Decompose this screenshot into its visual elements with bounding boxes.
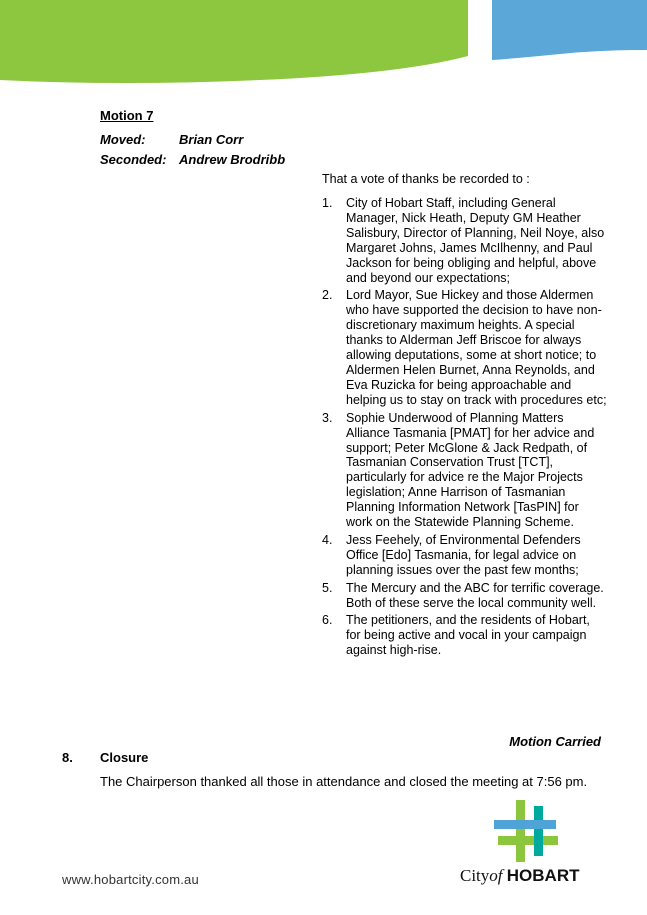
seconded-label: Seconded: xyxy=(100,152,167,167)
item-text: The Mercury and the ABC for terrific coverage. Both of these serve the local community well. xyxy=(346,580,604,610)
list-item xyxy=(322,411,607,530)
thanks-list xyxy=(322,196,607,661)
item-number: 5. xyxy=(322,580,333,595)
item-text: City of Hobart Staff, including General Manager, Nick Heath, Deputy GM Heather Salisbury, Director of Planning, Neil Noye, also Margaret Johns, James McIlhenny, and Paul Jackson for being obliging and helpful, above and beyond our expectations; xyxy=(346,196,605,285)
moved-name: Brian Corr xyxy=(179,132,244,147)
item-text: Lord Mayor, Sue Hickey and those Aldermen who have supported the decision to have non-discretionary maximum heights. A special thanks to Alderman Jeff Briscoe for always allowing deputations, some at short notice; to Aldermen Helen Burnet, Anna Reynolds, and Eva Ruzicka for being approachable and helping us to stay on track with procedures etc; xyxy=(346,288,607,407)
list-item xyxy=(322,581,607,611)
list-item xyxy=(322,288,607,407)
item-text: The petitioners, and the residents of Hobart, for being active and vocal in your campaign against high-rise. xyxy=(346,613,590,658)
item-text: Sophie Underwood of Planning Matters Alliance Tasmania [PMAT] for her advice and support; Peter McGlone & Jack Redpath, of Tasmanian Conservation Trust [TCT], particularly for advice re the Major Projects legislation; Anne Harrison of Tasmanian Planning Information Network [TasPIN] for work on the Statewide Planning Scheme. xyxy=(346,410,595,530)
logo-of: of xyxy=(489,866,503,885)
list-item xyxy=(322,533,607,578)
section-number: 8. xyxy=(62,750,73,765)
footer-url[interactable]: www.hobartcity.com.au xyxy=(62,872,199,887)
section-title: Closure xyxy=(100,750,149,765)
seconded-row xyxy=(100,152,285,167)
motion-intro: That a vote of thanks be recorded to : xyxy=(322,172,530,186)
motion-heading: Motion 7 xyxy=(100,108,154,123)
city-logo-wordmark xyxy=(460,866,580,886)
header-blue-wave xyxy=(492,0,647,60)
city-logo-icon xyxy=(490,800,560,862)
moved-label: Moved: xyxy=(100,132,146,147)
seconded-name: Andrew Brodribb xyxy=(179,152,286,167)
logo-hobart: HOBART xyxy=(506,866,580,885)
item-number: 6. xyxy=(322,613,333,628)
closure-text: The Chairperson thanked all those in attendance and closed the meeting at 7:56 pm. xyxy=(100,774,588,789)
header-banner xyxy=(0,0,647,100)
list-item xyxy=(322,613,607,658)
moved-row xyxy=(100,132,243,147)
list-item xyxy=(322,196,607,285)
item-number: 3. xyxy=(322,410,333,425)
motion-carried: Motion Carried xyxy=(509,734,601,749)
item-number: 1. xyxy=(322,196,333,210)
item-number: 2. xyxy=(322,288,333,303)
header-green-wave xyxy=(0,0,468,83)
item-text: Jess Feehely, of Environmental Defenders Office [Edo] Tasmania, for legal advice on planning issues over the past few months; xyxy=(346,532,581,577)
logo-city: City xyxy=(460,866,490,885)
item-number: 4. xyxy=(322,532,333,547)
